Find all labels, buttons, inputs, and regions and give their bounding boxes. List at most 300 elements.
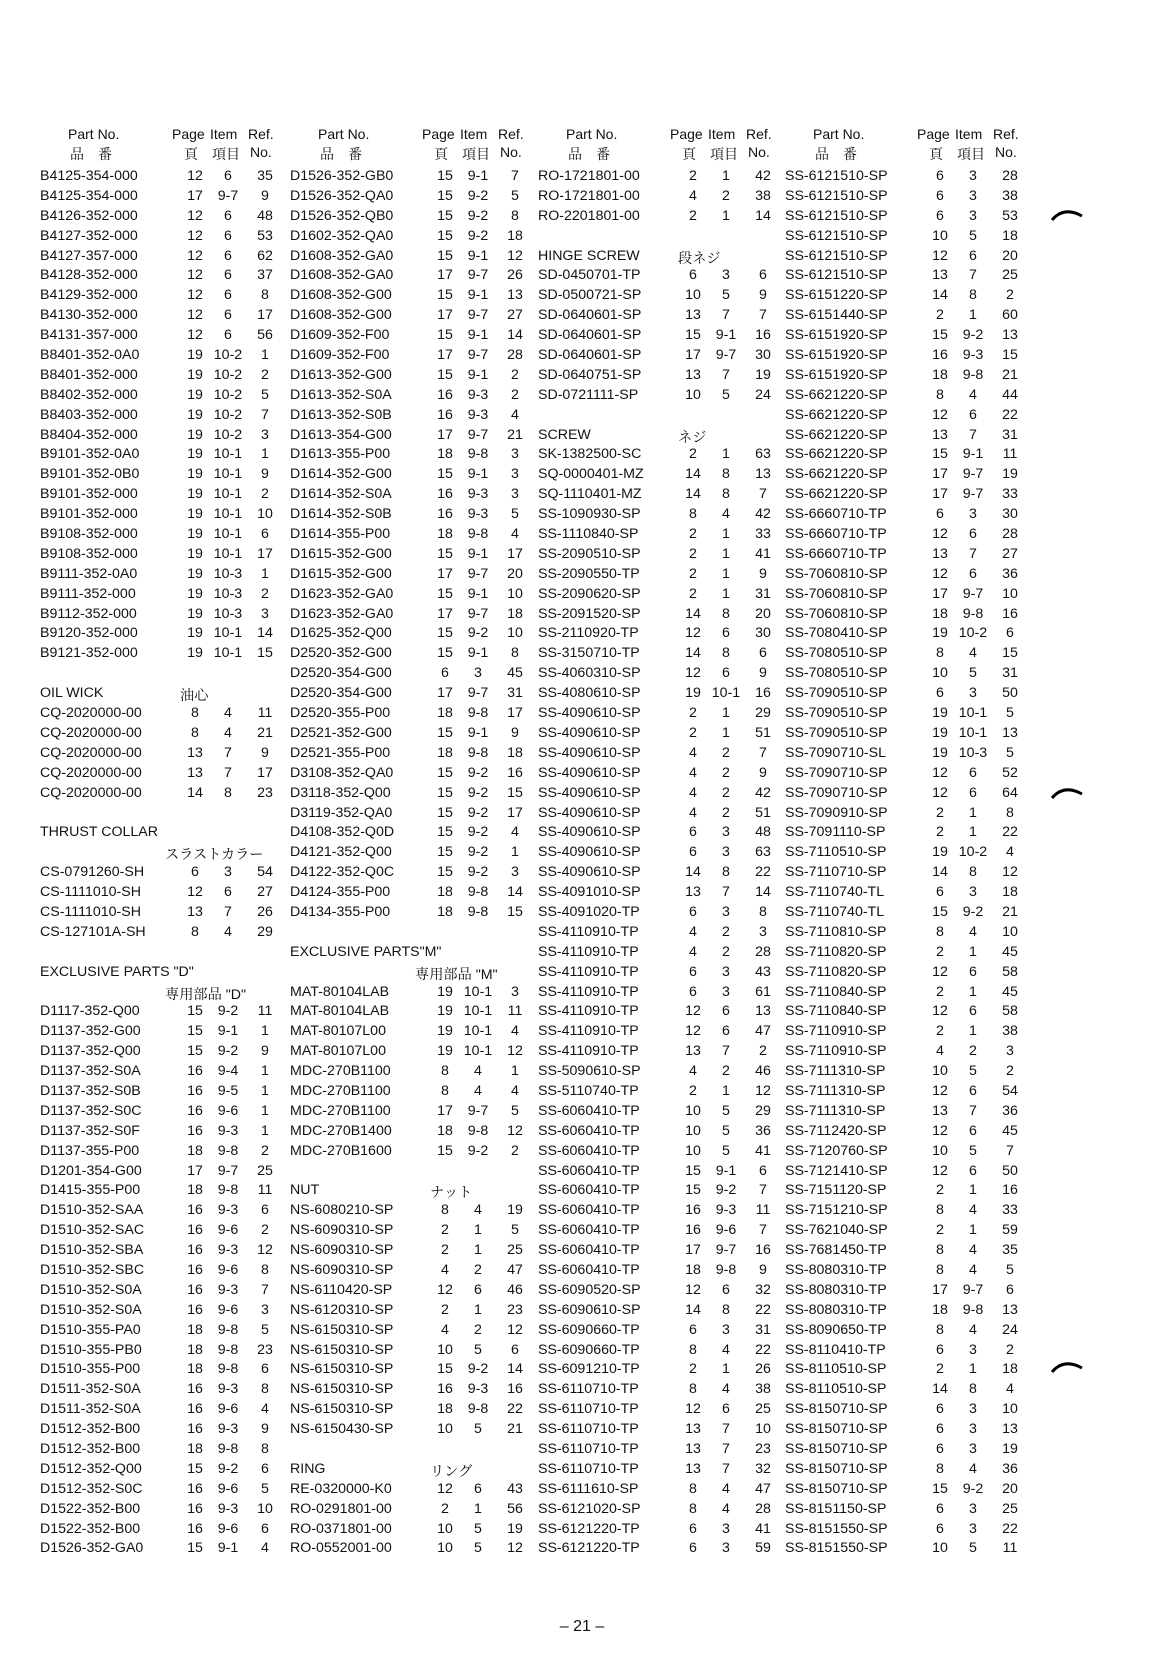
page: 15: [437, 804, 453, 821]
item: 8: [969, 287, 977, 304]
part-number: SS-7110820-SP: [785, 943, 887, 960]
page: 16: [187, 1301, 203, 1318]
page: 8: [936, 1261, 944, 1278]
page: 19: [187, 406, 203, 423]
part-number: SS-6121020-SP: [538, 1500, 641, 1517]
ref-no: 16: [1002, 1182, 1018, 1199]
page: 15: [437, 625, 453, 642]
item: 9-8: [217, 1361, 239, 1378]
ref-no: 18: [1002, 1361, 1018, 1378]
page: 10: [685, 287, 701, 304]
part-number: NS-6150310-SP: [290, 1401, 394, 1418]
part-number: D1608-352-G00: [290, 287, 392, 304]
item: 9-8: [217, 1441, 239, 1457]
page: 8: [441, 1063, 449, 1080]
ref-no: 26: [755, 1361, 771, 1378]
page: 15: [187, 1003, 203, 1020]
item: 9-6: [217, 1261, 239, 1278]
item: 9-1: [467, 168, 489, 184]
part-number: D1510-352-S0A: [40, 1301, 142, 1318]
ref-no: 15: [1002, 347, 1018, 364]
page: 13: [685, 1421, 701, 1438]
page: 17: [187, 1162, 203, 1179]
page: 8: [689, 1480, 697, 1497]
ref-no: 5: [1006, 705, 1014, 722]
ref-no: 26: [257, 903, 273, 920]
item: 4: [474, 1082, 482, 1099]
part-number: SS-6060410-TP: [538, 1142, 640, 1159]
part-number: D1137-352-G00: [40, 1023, 141, 1040]
ref-no: 14: [257, 625, 273, 642]
page: 2: [936, 824, 944, 841]
item: 7: [722, 1441, 730, 1457]
page: 12: [685, 665, 701, 682]
part-number: SS-6151220-SP: [785, 287, 888, 304]
item: 9-1: [715, 1162, 737, 1179]
part-number: B9101-352-0A0: [40, 446, 140, 463]
part-number: MAT-80107L00: [290, 1043, 386, 1060]
part-number: SS-6121510-SP: [785, 247, 888, 264]
item: 10-2: [213, 426, 243, 443]
page: 12: [187, 307, 203, 324]
part-number: D1510-355-PA0: [40, 1321, 141, 1338]
page: 4: [689, 943, 697, 960]
page: 13: [187, 903, 203, 920]
item: 1: [722, 207, 730, 224]
item: 9-3: [217, 1421, 239, 1438]
page: 19: [187, 565, 203, 582]
ref-no: 1: [261, 1063, 269, 1080]
page: 13: [685, 366, 701, 383]
item: 9-8: [467, 1401, 489, 1418]
part-number: SD-0500721-SP: [538, 287, 642, 304]
page: 15: [932, 1480, 948, 1497]
ref-no: 9: [759, 764, 767, 781]
item: 3: [722, 1540, 730, 1557]
ref-no: 3: [511, 446, 519, 463]
item: 7: [224, 744, 232, 761]
ref-no: 6: [261, 1202, 269, 1219]
item: 6: [224, 267, 232, 284]
item: 10-1: [213, 466, 243, 483]
ref-no: 36: [1002, 1460, 1018, 1477]
item: 9-5: [217, 1082, 239, 1099]
page: 19: [437, 1003, 453, 1020]
page: 14: [932, 864, 948, 881]
item: 9-8: [467, 903, 489, 920]
ref-no: 6: [261, 1460, 269, 1477]
part-number: SS-4090610-SP: [538, 705, 641, 722]
item: 10-1: [711, 685, 741, 702]
ref-no: 38: [1002, 187, 1018, 204]
part-number: D1615-352-G00: [290, 565, 392, 582]
page: 16: [187, 1480, 203, 1497]
ref-no: 25: [1002, 267, 1018, 284]
page: 8: [191, 705, 199, 722]
ref-no: 8: [759, 903, 767, 920]
item: 10-2: [958, 844, 988, 861]
page: 15: [437, 844, 453, 861]
item: 10-1: [213, 545, 243, 562]
part-number: SS-4090610-SP: [538, 864, 641, 881]
item: 3: [969, 187, 977, 204]
ref-no: 19: [1002, 1441, 1018, 1457]
ref-no: 18: [1002, 884, 1018, 901]
page: 8: [936, 1242, 944, 1259]
page: 18: [187, 1441, 203, 1457]
item: 9-3: [217, 1500, 239, 1517]
item: 10-1: [213, 625, 243, 642]
header-part-no: Part No.: [318, 126, 370, 142]
item: 3: [722, 267, 730, 284]
part-number: D1623-352-GA0: [290, 605, 394, 622]
ref-no: 42: [755, 784, 771, 801]
part-number: D1614-352-S0B: [290, 506, 392, 523]
item: 6: [969, 1003, 977, 1020]
ref-no: 8: [261, 1381, 269, 1398]
page: 10: [932, 1540, 948, 1557]
item: 4: [474, 1202, 482, 1219]
page: 13: [685, 1043, 701, 1060]
page: 8: [441, 1082, 449, 1099]
part-number: SS-6151920-SP: [785, 327, 888, 344]
page: 12: [685, 1003, 701, 1020]
part-number: SS-7110840-SP: [785, 1003, 887, 1020]
part-number: D1615-352-G00: [290, 545, 392, 562]
ref-no: 28: [1002, 168, 1018, 184]
item: 10-1: [213, 446, 243, 463]
part-number: SS-7110910-SP: [785, 1043, 887, 1060]
item: 6: [722, 625, 730, 642]
page: 12: [685, 1281, 701, 1298]
part-number: SD-0640601-SP: [538, 347, 642, 364]
item: 6: [969, 1082, 977, 1099]
page: 6: [689, 903, 697, 920]
part-number: SS-7091110-SP: [785, 824, 886, 841]
ref-no: 18: [507, 605, 523, 622]
page: 16: [437, 386, 453, 403]
item: 1: [722, 446, 730, 463]
item: 9-3: [715, 1202, 737, 1219]
header-jp-item: 項目: [462, 146, 490, 162]
item: 8: [722, 605, 730, 622]
page: 2: [689, 1361, 697, 1378]
item: 2: [722, 1063, 730, 1080]
item: 8: [969, 1381, 977, 1398]
page: 12: [187, 227, 203, 244]
page: 2: [441, 1500, 449, 1517]
ref-no: 19: [507, 1520, 523, 1537]
page: 15: [437, 764, 453, 781]
part-number: CQ-2020000-00: [40, 724, 142, 741]
part-number: SS-7090510-SP: [785, 724, 888, 741]
header-part-no: Part No.: [813, 126, 865, 142]
page: 2: [936, 1361, 944, 1378]
page: 15: [437, 227, 453, 244]
part-number: SS-7151120-SP: [785, 1182, 887, 1199]
page: 8: [936, 645, 944, 662]
page: 10: [932, 1142, 948, 1159]
part-number: CQ-2020000-00: [40, 705, 142, 722]
ref-no: 12: [507, 1043, 523, 1060]
item: 2: [722, 187, 730, 204]
header-jp-part: 品 番: [320, 146, 362, 162]
item: 10-2: [213, 406, 243, 423]
page: 15: [187, 1043, 203, 1060]
item: 6: [969, 526, 977, 543]
page: 2: [441, 1222, 449, 1239]
ref-no: 7: [261, 406, 269, 423]
page: 18: [187, 1182, 203, 1199]
item: 5: [969, 227, 977, 244]
item: 1: [969, 1023, 977, 1040]
part-number: SS-6660710-TP: [785, 526, 887, 543]
part-number: D1609-352-F00: [290, 327, 390, 344]
page: 15: [932, 903, 948, 920]
item: 7: [722, 366, 730, 383]
part-number: D1510-352-SBA: [40, 1242, 144, 1259]
ref-no: 2: [511, 1142, 519, 1159]
page: 16: [437, 486, 453, 503]
part-number: CQ-2020000-00: [40, 744, 142, 761]
ref-no: 7: [759, 744, 767, 761]
ref-no: 12: [507, 247, 523, 264]
page: 8: [191, 923, 199, 940]
part-number: SS-7110910-SP: [785, 1023, 887, 1040]
item: 7: [722, 307, 730, 324]
ref-no: 5: [261, 1321, 269, 1338]
item: 10-1: [213, 645, 243, 662]
page: 12: [187, 247, 203, 264]
header-jp-item: 項目: [710, 146, 738, 162]
page: 15: [685, 327, 701, 344]
page: 17: [932, 486, 948, 503]
item: 2: [474, 1321, 482, 1338]
page: 10: [685, 1102, 701, 1119]
part-number: B8404-352-000: [40, 426, 138, 443]
part-number: SS-7080510-SP: [785, 645, 888, 662]
page: 2: [689, 168, 697, 184]
page: 16: [187, 1401, 203, 1418]
ref-no: 21: [257, 724, 273, 741]
page: 16: [187, 1063, 203, 1080]
part-number: SS-7110510-SP: [785, 844, 887, 861]
item: 9-2: [467, 804, 489, 821]
item: 9-7: [467, 565, 489, 582]
item: 9-7: [467, 307, 489, 324]
ref-no: 62: [257, 247, 273, 264]
page: 15: [932, 446, 948, 463]
ref-no: 2: [261, 585, 269, 602]
page: 15: [685, 1162, 701, 1179]
ref-no: 28: [755, 943, 771, 960]
part-number: D1510-352-SBC: [40, 1261, 145, 1278]
item: 1: [722, 168, 730, 184]
page: 15: [437, 1142, 453, 1159]
part-number: SS-8110510-SP: [785, 1361, 887, 1378]
item: 3: [722, 963, 730, 980]
part-number: B9108-352-000: [40, 526, 138, 543]
item: 6: [722, 1003, 730, 1020]
page: 12: [932, 963, 948, 980]
item: 10-2: [958, 625, 988, 642]
item: 1: [722, 526, 730, 543]
ref-no: 7: [261, 1281, 269, 1298]
ref-no: 42: [755, 506, 771, 523]
ref-no: 7: [1006, 1142, 1014, 1159]
item: 9-2: [962, 1480, 984, 1497]
page: 6: [191, 864, 199, 881]
page: 19: [187, 446, 203, 463]
page: 18: [685, 1261, 701, 1278]
item: 9-3: [217, 1122, 239, 1139]
page: 19: [685, 685, 701, 702]
ref-no: 25: [1002, 1500, 1018, 1517]
page: 17: [932, 1281, 948, 1298]
item: 9-2: [217, 1043, 239, 1060]
ref-no: 6: [1006, 1281, 1014, 1298]
header-jp-page: 頁: [184, 146, 198, 162]
page: 12: [187, 327, 203, 344]
item: 3: [722, 1520, 730, 1537]
item: 9-7: [467, 605, 489, 622]
ref-no: 35: [257, 168, 273, 184]
ref-no: 47: [507, 1261, 523, 1278]
ref-no: 12: [1002, 864, 1018, 881]
ref-no: 20: [507, 565, 523, 582]
ref-no: 48: [257, 207, 273, 224]
item: 9-8: [467, 705, 489, 722]
header-page: Page: [422, 126, 455, 142]
page: 15: [932, 327, 948, 344]
item: 9-3: [467, 506, 489, 523]
part-number: SS-1090930-SP: [538, 506, 641, 523]
item: 7: [722, 1043, 730, 1060]
part-number: SS-1110840-SP: [538, 526, 639, 543]
header-jp-part: 品 番: [70, 146, 112, 162]
page: 段ネジ: [678, 250, 721, 267]
page: 15: [437, 187, 453, 204]
page: 16: [187, 1242, 203, 1259]
part-number: EXCLUSIVE PARTS"M": [290, 943, 442, 960]
item: 4: [722, 1381, 730, 1398]
part-number: SS-2090620-SP: [538, 585, 641, 602]
part-number: B8401-352-000: [40, 366, 138, 383]
item: 7: [722, 1460, 730, 1477]
page: 16: [437, 406, 453, 423]
item: 9-1: [467, 247, 489, 264]
part-number: SS-4110910-TP: [538, 1043, 639, 1060]
page: 6: [936, 884, 944, 901]
page: 17: [437, 426, 453, 443]
part-number: D3108-352-QA0: [290, 764, 394, 781]
page: 6: [936, 1441, 944, 1457]
header-part-no: Part No.: [68, 126, 120, 142]
part-number: SD-0721111-SP: [538, 386, 639, 403]
ref-no: 45: [1002, 983, 1018, 1000]
item: 7: [722, 884, 730, 901]
item: 1: [722, 724, 730, 741]
item: 2: [722, 804, 730, 821]
page: 19: [187, 526, 203, 543]
ref-no: 33: [755, 526, 771, 543]
part-number: B9120-352-000: [40, 625, 138, 642]
ref-no: 11: [1002, 446, 1018, 463]
page: 15: [437, 1361, 453, 1378]
ref-no: 1: [261, 1102, 269, 1119]
page: 19: [187, 585, 203, 602]
ref-no: 36: [1002, 1102, 1018, 1119]
page: 19: [932, 844, 948, 861]
part-number: SS-7110810-SP: [785, 923, 887, 940]
page: 2: [689, 565, 697, 582]
ref-no: 14: [755, 207, 771, 224]
item: 9-4: [217, 1063, 239, 1080]
part-number: D1510-355-PB0: [40, 1341, 142, 1358]
page: 4: [689, 804, 697, 821]
page: 12: [187, 287, 203, 304]
page: 17: [932, 466, 948, 483]
part-number: D1526-352-QA0: [290, 187, 394, 204]
ref-no: 52: [1002, 764, 1018, 781]
part-number: MDC-270B1100: [290, 1082, 391, 1099]
part-number: SS-7120760-SP: [785, 1142, 888, 1159]
part-number: B4125-354-000: [40, 187, 138, 204]
part-number: B9101-352-0B0: [40, 466, 140, 483]
item: 5: [722, 1142, 730, 1159]
page: 12: [932, 1082, 948, 1099]
ref-no: 3: [1006, 1043, 1014, 1060]
item: 8: [722, 466, 730, 483]
part-number: SS-6110710-TP: [538, 1381, 639, 1398]
page: 12: [685, 1023, 701, 1040]
item: 10-1: [463, 983, 493, 1000]
part-number: SS-6111610-SP: [538, 1480, 639, 1497]
part-number: SS-8151550-SP: [785, 1540, 888, 1557]
part-number: THRUST COLLAR: [40, 824, 158, 841]
ref-no: 16: [755, 685, 771, 702]
page: 専用部品 "D": [165, 986, 247, 1003]
binder-hole-mark: [1050, 782, 1084, 800]
ref-no: 23: [507, 1301, 523, 1318]
part-number: D1117-352-Q00: [40, 1003, 140, 1020]
ref-no: 10: [1002, 585, 1018, 602]
item: 7: [969, 267, 977, 284]
item: 9-2: [467, 844, 489, 861]
page: 4: [689, 187, 697, 204]
ref-no: 50: [1002, 685, 1018, 702]
page: 8: [191, 724, 199, 741]
ref-no: 15: [507, 784, 523, 801]
page: 15: [187, 1023, 203, 1040]
ref-no: 9: [759, 287, 767, 304]
page: 12: [932, 1122, 948, 1139]
part-number: SS-8080310-TP: [785, 1281, 887, 1298]
ref-no: 1: [261, 347, 269, 364]
part-number: SS-7111310-SP: [785, 1082, 886, 1099]
part-number: SS-7121410-SP: [785, 1162, 888, 1179]
part-number: D3118-352-Q00: [290, 784, 391, 801]
part-number: D1522-352-B00: [40, 1500, 141, 1517]
ref-no: 3: [261, 426, 269, 443]
page: ネジ: [678, 429, 707, 446]
page: ナット: [430, 1185, 473, 1202]
ref-no: 2: [511, 386, 519, 403]
ref-no: 15: [257, 645, 273, 662]
item: 2: [722, 784, 730, 801]
item: 2: [969, 1043, 977, 1060]
ref-no: 53: [1002, 207, 1018, 224]
